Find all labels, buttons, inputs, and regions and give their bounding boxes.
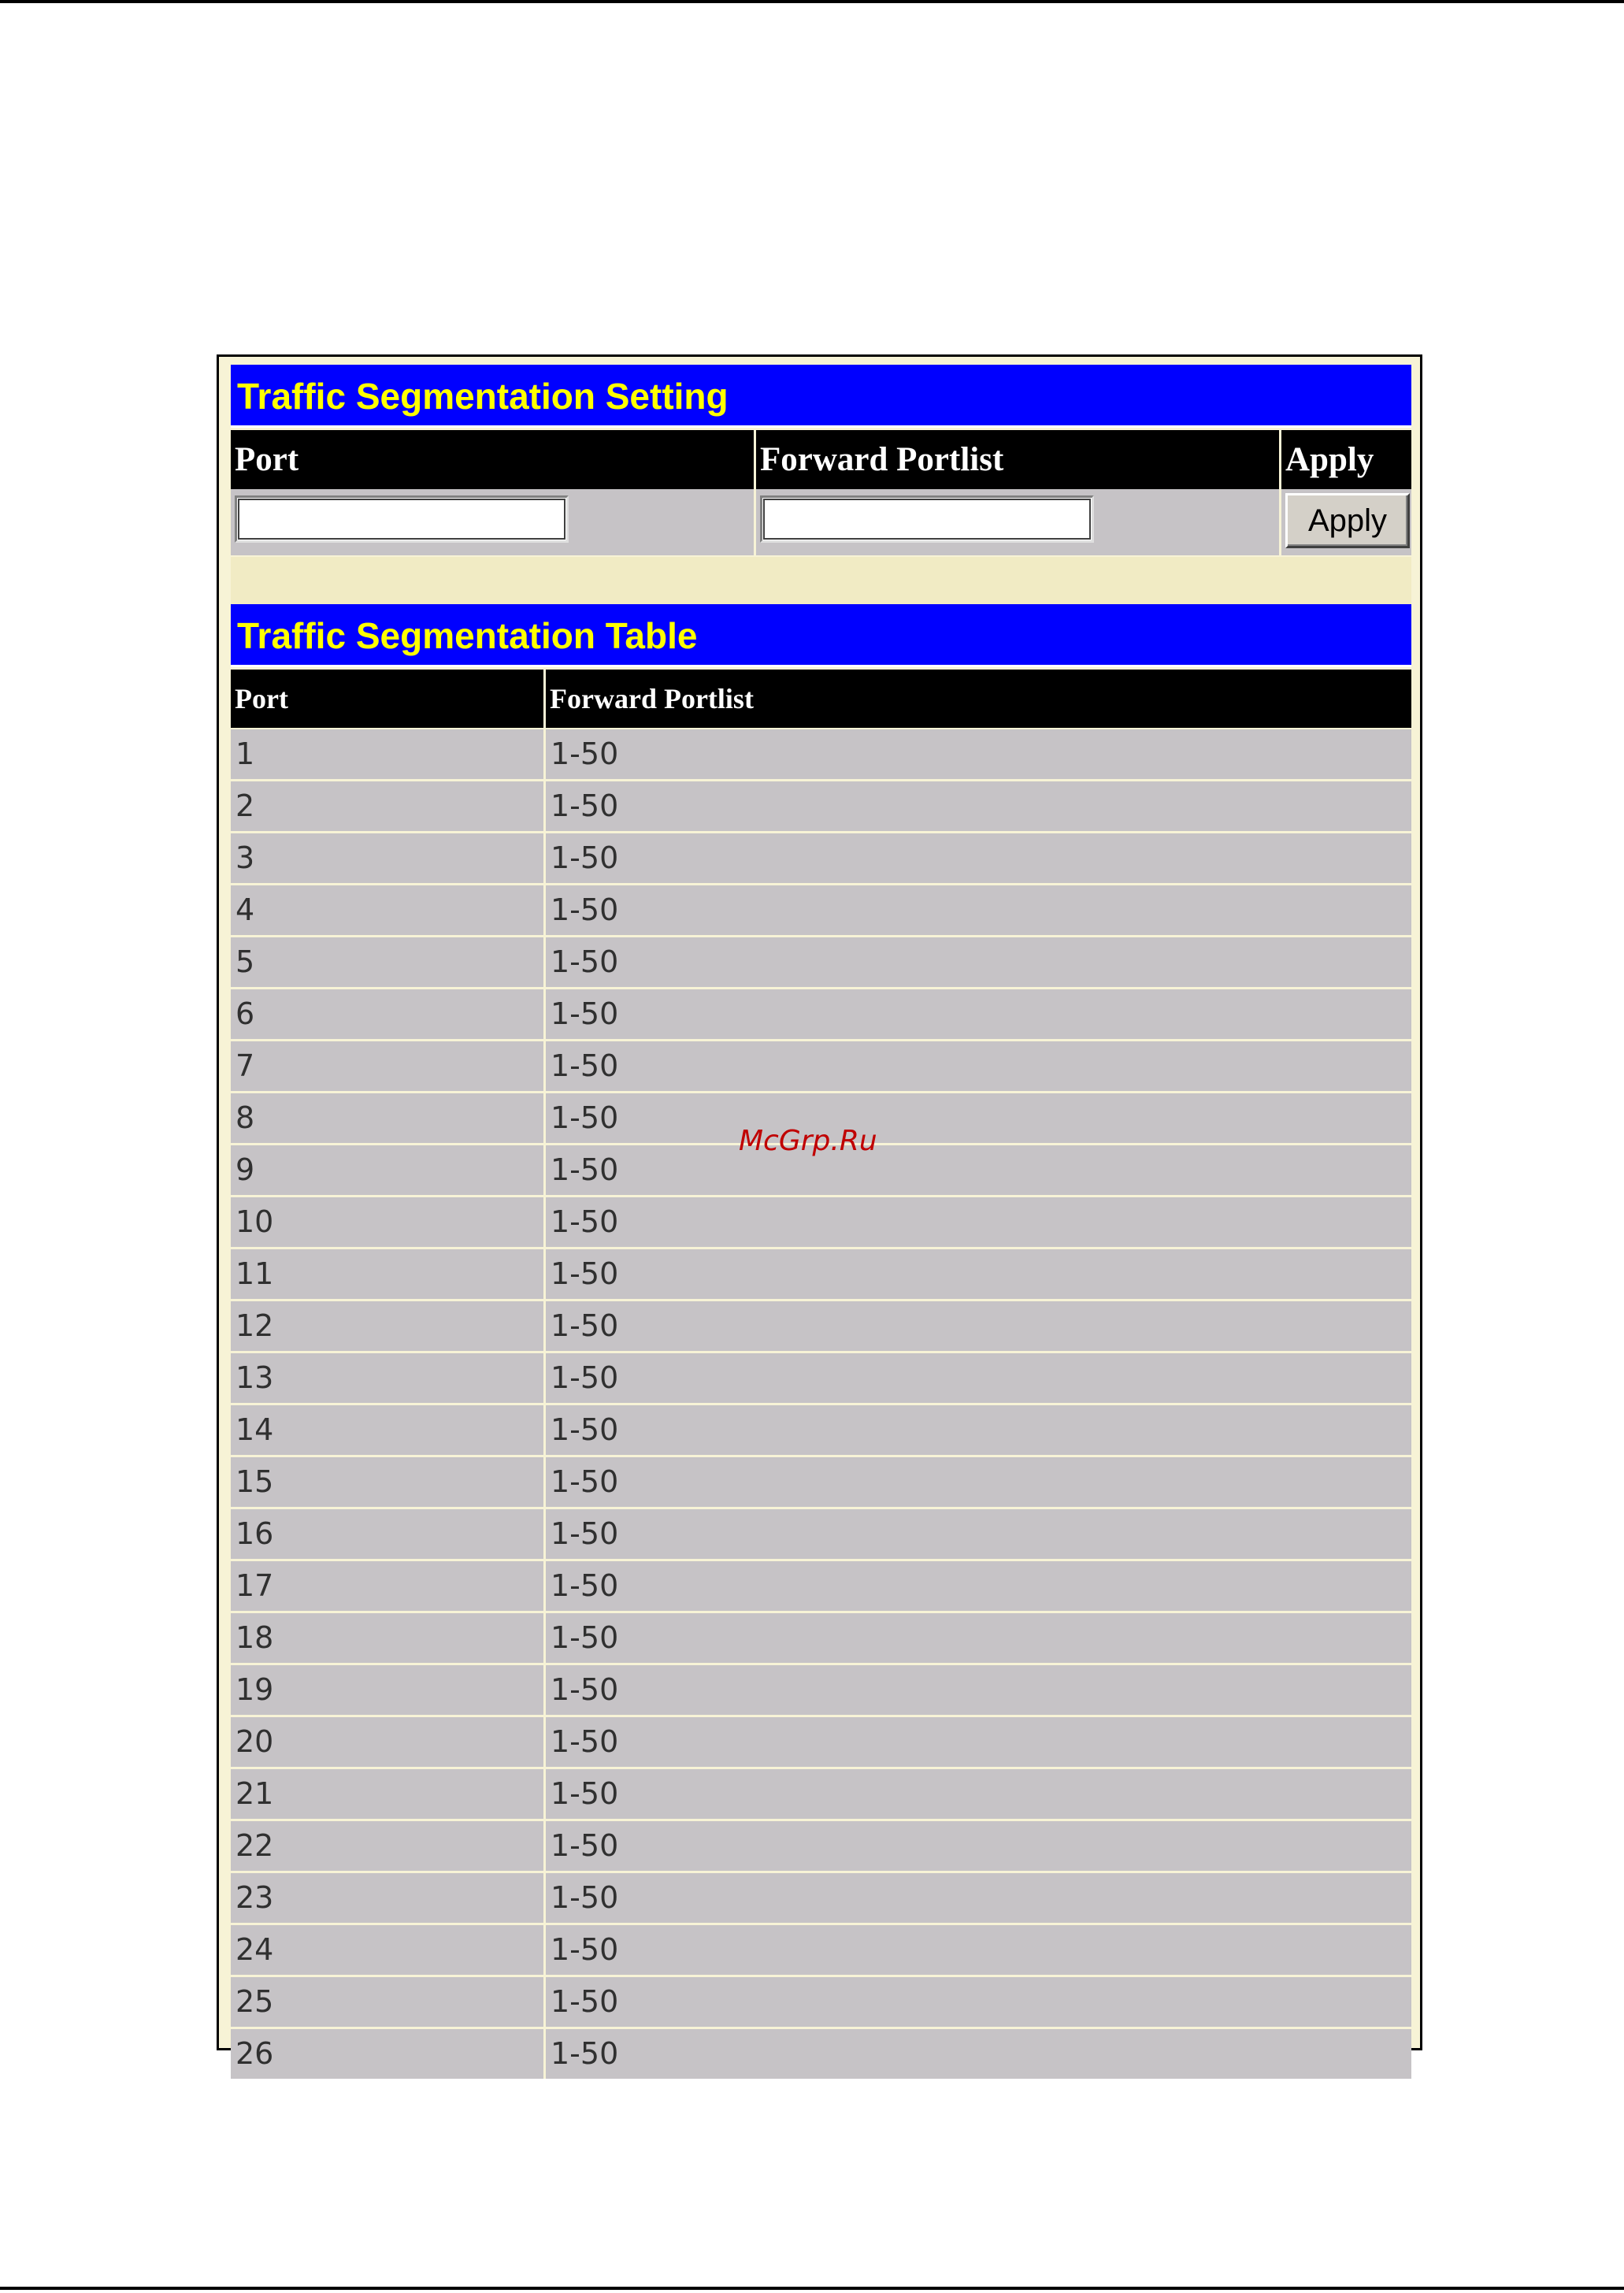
row-port: 5 [231, 937, 546, 987]
table-row [231, 729, 1411, 779]
table-row [231, 1873, 1411, 1923]
port-input[interactable] [235, 495, 569, 543]
background-pattern-band [231, 557, 1411, 609]
row-forward-portlist: 1-50 [551, 1984, 619, 2019]
row-forward-portlist: 1-50 [551, 2036, 619, 2071]
row-forward-portlist: 1-50 [551, 1568, 619, 1603]
row-port: 12 [231, 1301, 546, 1351]
row-port: 20 [231, 1717, 546, 1767]
row-port: 9 [231, 1145, 546, 1195]
table-row [231, 1561, 1411, 1611]
row-forward-portlist: 1-50 [551, 996, 619, 1031]
table-row [231, 1301, 1411, 1351]
row-port: 19 [231, 1665, 546, 1715]
row-forward-portlist: 1-50 [551, 1204, 619, 1239]
table-row [231, 937, 1411, 987]
table-header-row [231, 670, 1411, 728]
row-forward-portlist: 1-50 [551, 1100, 619, 1135]
row-port: 23 [231, 1873, 546, 1923]
row-forward-portlist: 1-50 [551, 1880, 619, 1915]
row-forward-portlist: 1-50 [551, 892, 619, 927]
row-port: 8 [231, 1093, 546, 1143]
table-row [231, 1613, 1411, 1663]
apply-button[interactable]: Apply [1285, 493, 1410, 548]
row-port: 7 [231, 1041, 546, 1091]
row-port: 22 [231, 1821, 546, 1871]
row-port: 11 [231, 1249, 546, 1299]
row-forward-portlist: 1-50 [551, 944, 619, 979]
forward-portlist-input[interactable] [760, 495, 1094, 543]
row-forward-portlist: 1-50 [551, 788, 619, 823]
row-forward-portlist: 1-50 [551, 1412, 619, 1447]
table-header-forward-portlist: Forward Portlist [550, 683, 754, 714]
row-port: 6 [231, 989, 546, 1039]
setting-header-port: Port [231, 430, 756, 489]
page-top-rule [0, 0, 1624, 3]
row-port: 13 [231, 1353, 546, 1403]
row-forward-portlist: 1-50 [551, 1516, 619, 1551]
row-port: 24 [231, 1925, 546, 1975]
table-row [231, 1977, 1411, 2027]
row-port: 21 [231, 1769, 546, 1819]
row-port: 16 [231, 1509, 546, 1559]
setting-header-forward-portlist: Forward Portlist [756, 430, 1281, 489]
apply-cell [1281, 489, 1411, 555]
row-forward-portlist: 1-50 [551, 1828, 619, 1863]
table-row [231, 1405, 1411, 1455]
row-forward-portlist: 1-50 [551, 1672, 619, 1707]
row-port: 3 [231, 833, 546, 883]
table-row [231, 989, 1411, 1039]
table-row [231, 1925, 1411, 1975]
row-port: 2 [231, 781, 546, 831]
row-forward-portlist: 1-50 [551, 1464, 619, 1499]
row-port: 1 [231, 729, 546, 779]
table-row [231, 1041, 1411, 1091]
row-port: 15 [231, 1457, 546, 1507]
row-port: 4 [231, 885, 546, 935]
traffic-segmentation-panel [217, 354, 1422, 2071]
table-row [231, 1717, 1411, 1767]
row-forward-portlist: 1-50 [551, 1620, 619, 1655]
table-row [231, 2029, 1411, 2079]
row-forward-portlist: 1-50 [551, 1360, 619, 1395]
table-body [231, 729, 1411, 2081]
table-row [231, 1457, 1411, 1507]
table-row [231, 1249, 1411, 1299]
row-port: 25 [231, 1977, 546, 2027]
forward-portlist-input-cell [756, 489, 1281, 555]
table-row [231, 1665, 1411, 1715]
row-port: 18 [231, 1613, 546, 1663]
table-title: Traffic Segmentation Table [231, 604, 1411, 667]
table-row [231, 1821, 1411, 1871]
table-row [231, 885, 1411, 935]
table-row [231, 1353, 1411, 1403]
table-row [231, 833, 1411, 883]
table-header-port: Port [231, 670, 546, 728]
row-forward-portlist: 1-50 [551, 1256, 619, 1291]
setting-title: Traffic Segmentation Setting [231, 365, 1411, 428]
row-forward-portlist: 1-50 [551, 1724, 619, 1759]
row-port: 10 [231, 1197, 546, 1247]
table-row [231, 1197, 1411, 1247]
table-row [231, 781, 1411, 831]
row-port: 26 [231, 2029, 546, 2079]
row-forward-portlist: 1-50 [551, 1308, 619, 1343]
setting-header-row [231, 430, 1411, 489]
row-forward-portlist: 1-50 [551, 1776, 619, 1811]
row-port: 14 [231, 1405, 546, 1455]
row-port: 17 [231, 1561, 546, 1611]
table-row [231, 1509, 1411, 1559]
setting-input-row [231, 489, 1411, 555]
setting-header-apply: Apply [1285, 441, 1374, 478]
row-forward-portlist: 1-50 [551, 1048, 619, 1083]
row-forward-portlist: 1-50 [551, 840, 619, 875]
row-forward-portlist: 1-50 [551, 737, 619, 771]
row-forward-portlist: 1-50 [551, 1932, 619, 1967]
row-forward-portlist: 1-50 [551, 1152, 619, 1187]
site-watermark: McGrp.Ru [739, 1125, 877, 1157]
page-bottom-rule [0, 2287, 1624, 2290]
port-input-cell [231, 489, 756, 555]
table-row [231, 1769, 1411, 1819]
